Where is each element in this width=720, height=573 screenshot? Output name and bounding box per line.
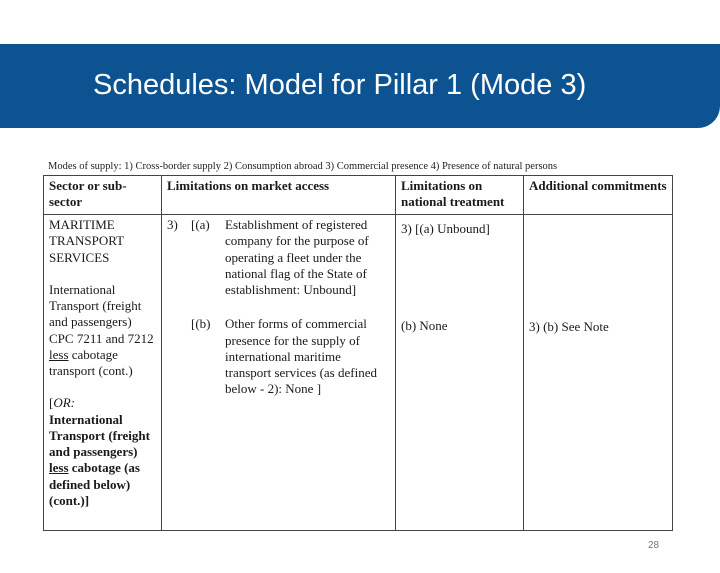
sector-maritime: MARITIME TRANSPORT SERVICES bbox=[49, 217, 124, 265]
table-row bbox=[44, 215, 673, 531]
national-treatment-a: 3) [(a) Unbound] bbox=[401, 221, 490, 236]
sector-cell bbox=[44, 215, 162, 531]
page-number: 28 bbox=[648, 540, 660, 551]
header-additional-commitments: Additional commitments bbox=[524, 176, 673, 215]
additional-commitments-b: 3) (b) See Note bbox=[529, 319, 609, 334]
market-access-b: [(b) Other forms of commercial presence for the supply of international maritime transport services (as defined below - 2): None ] bbox=[191, 316, 377, 397]
market-access-a: 3) [(a) Establishment of registered company for the purpose of operating a fleet under the national flag of the State of establishment: Unbound] bbox=[167, 217, 369, 297]
header-sector: Sector or sub-sector bbox=[44, 176, 162, 215]
market-access-cell bbox=[162, 215, 396, 531]
additional-commitments-cell bbox=[524, 215, 673, 531]
header-market-access: Limitations on market access bbox=[162, 176, 396, 215]
national-treatment-b: (b) None bbox=[401, 318, 448, 334]
modes-of-supply-line: Modes of supply: 1) Cross-border supply 2) Consumption abroad 3) Commercial presence 4) Presence of natural persons bbox=[48, 161, 558, 172]
slide-title: Schedules: Model for Pillar 1 (Mode 3) bbox=[93, 69, 587, 101]
schedule-table bbox=[43, 175, 673, 531]
sector-international-transport: International Transport (freight and passengers) CPC 7211 and 7212 less cabotage transport (cont.) bbox=[49, 281, 154, 378]
header-national-treatment: Limitations on national treatment bbox=[396, 176, 524, 215]
national-treatment-cell bbox=[396, 215, 524, 531]
header-row bbox=[44, 176, 673, 215]
title-banner bbox=[0, 44, 720, 128]
sector-alternative: [OR: International Transport (freight and passengers) less cabotage (as defined below) (cont.)] bbox=[49, 395, 150, 508]
